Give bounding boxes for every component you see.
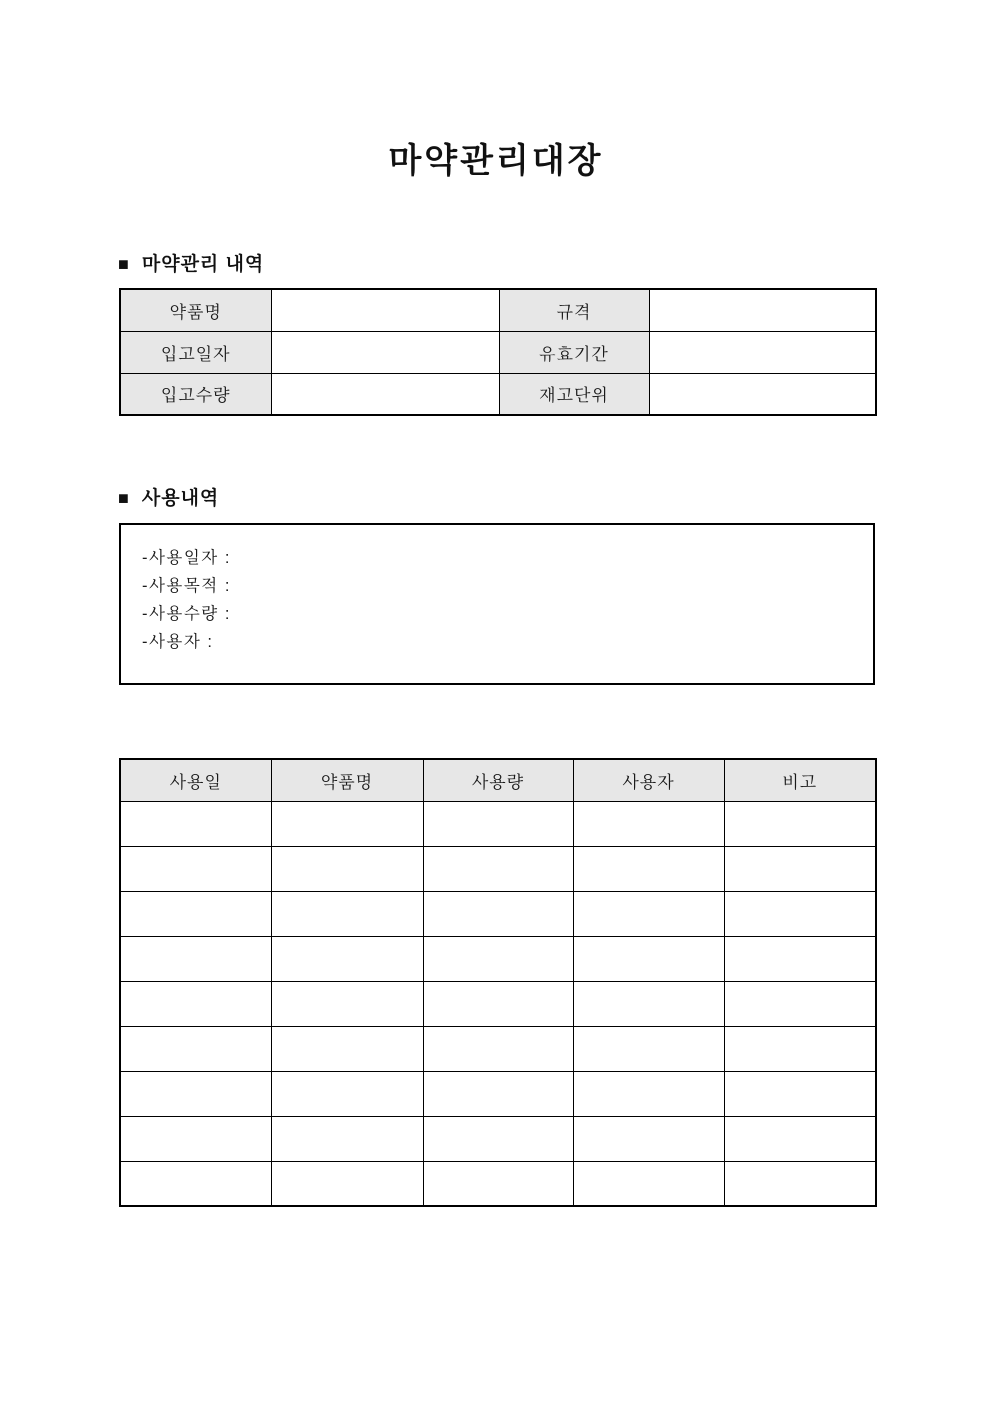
empty-cell bbox=[423, 1161, 573, 1206]
empty-cell bbox=[120, 801, 271, 846]
label-cell-stock-unit: 재고단위 bbox=[499, 373, 649, 415]
header-cell-drug-name: 약품명 bbox=[271, 759, 423, 801]
empty-cell bbox=[271, 1071, 423, 1116]
empty-cell bbox=[423, 891, 573, 936]
empty-cell bbox=[724, 981, 876, 1026]
empty-row bbox=[120, 1071, 876, 1116]
value-cell-receipt-qty bbox=[271, 373, 499, 415]
empty-cell bbox=[573, 1071, 724, 1116]
empty-cell bbox=[120, 1116, 271, 1161]
empty-cell bbox=[573, 1161, 724, 1206]
value-cell-spec bbox=[649, 289, 876, 331]
usage-line-quantity: -사용수량 : bbox=[142, 605, 231, 623]
section-header-usage bbox=[118, 483, 219, 510]
label-cell-expiry: 유효기간 bbox=[499, 331, 649, 373]
label-cell-spec: 규격 bbox=[499, 289, 649, 331]
empty-cell bbox=[724, 1026, 876, 1071]
empty-cell bbox=[120, 846, 271, 891]
empty-cell bbox=[271, 1026, 423, 1071]
usage-line-user: -사용자 : bbox=[142, 633, 214, 651]
header-cell-use-date: 사용일 bbox=[120, 759, 271, 801]
header-row bbox=[120, 759, 876, 801]
usage-log-table bbox=[119, 758, 877, 1207]
value-cell-stock-unit bbox=[649, 373, 876, 415]
empty-cell bbox=[271, 936, 423, 981]
empty-cell bbox=[271, 801, 423, 846]
table-row bbox=[120, 331, 876, 373]
empty-row bbox=[120, 1161, 876, 1206]
empty-cell bbox=[120, 1161, 271, 1206]
page-title: 마약관리대장 bbox=[388, 142, 604, 180]
usage-line-date: -사용일자 : bbox=[142, 549, 231, 567]
empty-cell bbox=[120, 981, 271, 1026]
empty-row bbox=[120, 981, 876, 1026]
empty-row bbox=[120, 936, 876, 981]
header-cell-use-qty: 사용량 bbox=[423, 759, 573, 801]
section-title-management: 마약관리 내역 bbox=[141, 254, 265, 275]
empty-cell bbox=[423, 1116, 573, 1161]
empty-cell bbox=[724, 1161, 876, 1206]
value-cell-drug-name bbox=[271, 289, 499, 331]
empty-cell bbox=[423, 1026, 573, 1071]
empty-row bbox=[120, 801, 876, 846]
header-cell-note: 비고 bbox=[724, 759, 876, 801]
empty-cell bbox=[423, 801, 573, 846]
value-cell-receipt-date bbox=[271, 331, 499, 373]
empty-cell bbox=[724, 1116, 876, 1161]
empty-cell bbox=[271, 846, 423, 891]
empty-cell bbox=[120, 891, 271, 936]
empty-cell bbox=[271, 1161, 423, 1206]
empty-cell bbox=[573, 1026, 724, 1071]
empty-cell bbox=[120, 1071, 271, 1116]
value-cell-expiry bbox=[649, 331, 876, 373]
usage-line-purpose: -사용목적 : bbox=[142, 577, 231, 595]
empty-cell bbox=[724, 846, 876, 891]
usage-details-box bbox=[119, 523, 875, 685]
empty-cell bbox=[423, 936, 573, 981]
label-cell-drug-name: 약품명 bbox=[120, 289, 271, 331]
empty-cell bbox=[423, 846, 573, 891]
label-cell-receipt-date: 입고일자 bbox=[120, 331, 271, 373]
empty-cell bbox=[120, 1026, 271, 1071]
empty-cell bbox=[573, 801, 724, 846]
square-bullet-icon: ■ bbox=[118, 487, 130, 508]
empty-row bbox=[120, 1026, 876, 1071]
label-cell-receipt-qty: 입고수량 bbox=[120, 373, 271, 415]
empty-cell bbox=[573, 1116, 724, 1161]
table-row bbox=[120, 373, 876, 415]
section-title-usage: 사용내역 bbox=[141, 488, 220, 509]
empty-cell bbox=[423, 1071, 573, 1116]
square-bullet-icon: ■ bbox=[118, 253, 130, 274]
empty-cell bbox=[573, 846, 724, 891]
management-table bbox=[119, 288, 877, 416]
empty-cell bbox=[271, 1116, 423, 1161]
empty-cell bbox=[271, 891, 423, 936]
empty-row bbox=[120, 891, 876, 936]
empty-cell bbox=[724, 801, 876, 846]
table-row bbox=[120, 289, 876, 331]
empty-cell bbox=[724, 936, 876, 981]
empty-cell bbox=[120, 936, 271, 981]
empty-row bbox=[120, 1116, 876, 1161]
empty-cell bbox=[573, 981, 724, 1026]
empty-cell bbox=[423, 981, 573, 1026]
empty-cell bbox=[573, 891, 724, 936]
empty-cell bbox=[724, 1071, 876, 1116]
section-header-management bbox=[118, 249, 264, 276]
header-cell-user: 사용자 bbox=[573, 759, 724, 801]
empty-cell bbox=[724, 891, 876, 936]
empty-cell bbox=[573, 936, 724, 981]
empty-cell bbox=[271, 981, 423, 1026]
empty-row bbox=[120, 846, 876, 891]
